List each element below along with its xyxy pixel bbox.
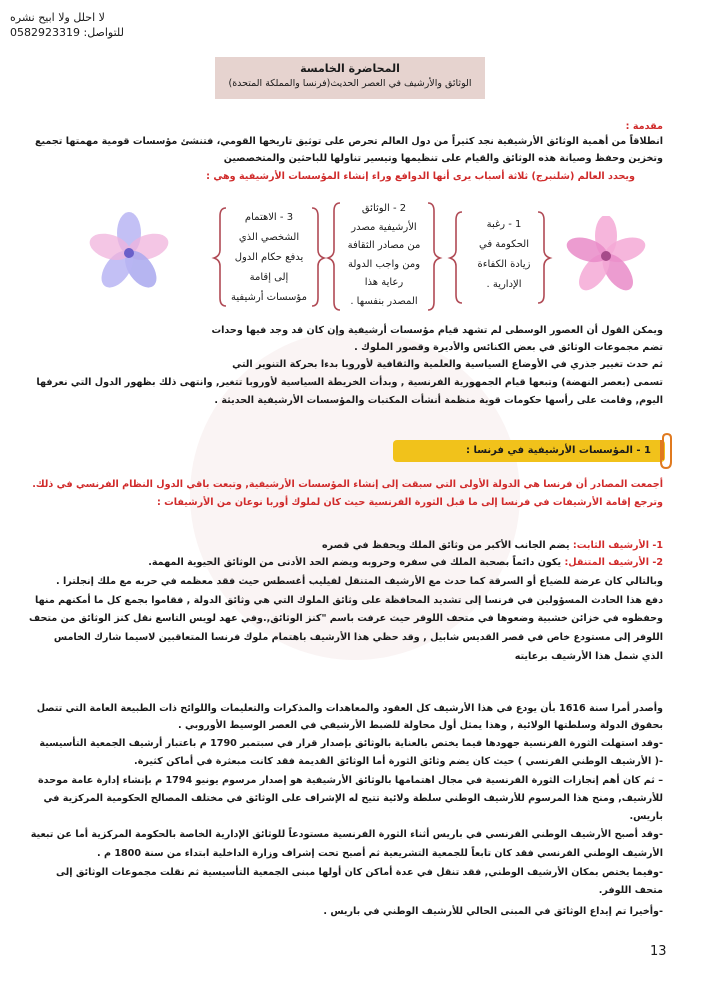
history-line-4: تسمى (بعصر النهضة) وتبعها قيام الجمهورية الفرنسية , وبدأت الخريطة السياسية لأوروبا تتغير, وانتهى ذلك بظهور الدول التي نعرفها: [36, 377, 663, 388]
intro-line-2: وتخزين وحفظ وصيانة هذه الوثائق والقيام على تنظيمها وتيسير تناولها للباحثين والمتخصصين: [223, 153, 663, 164]
reason-1-line: الحكومة في: [479, 239, 529, 250]
paragraph-line: بحقوق الدولة وسلطتها الولائية , وهذا يمثل أول محاولة للضبط الأرشيفي في العصر الوسيط الأوروبي .: [177, 720, 663, 731]
title-box: [215, 57, 485, 99]
page-number: 13: [650, 944, 667, 959]
reason-1-line: 1 - رغبة: [486, 219, 522, 230]
history-line-2: تضم مجموعات الوثائق في بعض الكنائس والأديرة وقصور الملوك .: [354, 342, 663, 353]
reason-2-line: من مصادر الثقافة: [347, 240, 421, 251]
paragraph-line: متحف اللوفر.: [598, 885, 663, 896]
reason-2-line: المصدر بنفسها .: [350, 295, 418, 307]
fixed-archive-label: 1- الأرشيف الثابت:: [572, 540, 663, 551]
blue-flower-image: [88, 212, 170, 294]
reason-2-line: 2 - الوثائق: [361, 203, 407, 214]
intro-heading: مقدمة :: [625, 121, 663, 132]
reason-1: [462, 215, 546, 295]
intro-reasons-line: ويحدد العالم (شلنبرج) ثلاثة أسباب يرى أنها الدوافع وراء إنشاء المؤسسات الأرشيفية وهي :: [206, 171, 635, 182]
pink-flower-image: [566, 216, 646, 296]
paragraph-line: دفع هذا الحادث المسؤولين في فرنسا إلى تشديد المحافظة على وثائق الملوك التي هي وثائق الدولة , فقاموا بجمع كل ما أمكنهم منها: [34, 595, 663, 606]
section-1-title: 1 - المؤسسات الأرشيفية في فرنسا :: [393, 440, 665, 462]
lecture-title: المحاضرة الخامسة: [300, 62, 400, 75]
paragraph-line: وبالتالي كان عرضة للضياع أو السرقة كما حدث مع الأرشيف المتنقل لفيليب أغسطس حيث فقد معظمه في حربه مع ملك إنجلترا .: [56, 576, 663, 587]
reason-3-line: 3 - الاهتمام: [244, 212, 294, 223]
paperclip-icon: [655, 432, 677, 472]
reason-3: [222, 208, 316, 308]
history-line-3: ثم حدث تغيير جذري في الأوضاع السياسية والعلمية والثقافية لأوروبا بدءا بحركة التنوير التي: [232, 359, 663, 370]
paragraph-line: الأرشيف الوطني الفرنسي فقد كان تابعاً للجمعية التشريعية ثم أصبح تحت إشراف وزارة الداخلية ابتداء من سنة 1800 م .: [96, 848, 663, 859]
reason-3-line: مؤسسات أرشيفية: [231, 292, 307, 303]
reason-2-line: الأرشيفية مصدر: [351, 221, 417, 233]
mobile-archive-text: يكون دائماً بصحبة الملك في سفره وحروبه ويضم الحد الأدنى من الوثائق الحيوية المهمة.: [148, 557, 565, 568]
paragraph-line: اللوفر إلى مستودع خاص في قصر القديس شابيل , وقد حظي هذا الأرشيف باهتمام ملوك فرنسا المتعاقبين لاسيما شارك الخامس: [53, 632, 663, 643]
header-note: [10, 10, 150, 40]
intro-line-1: انطلاقاً من أهمية الوثائق الأرشيفية نجد كثيراً من دول العالم تحرص على توثيق تاريخها القومي، فتنشئ مؤسسات قومية مهمتها تجميع: [34, 136, 663, 147]
paragraph-line: -وفيما يختص بمكان الأرشيف الوطني, فقد تنقل في عدة أماكن كان أولها مبنى الجمعية التأسيسية ثم نقلت مجموعات الوثائق إلى: [55, 867, 663, 878]
paragraph-line: -وقد استهلت الثورة الفرنسية جهودها فيما يختص بالعناية بالوثائق بإصدار قرار في سبتمبر 1790 م باعتبار أرشيف الجمعية التأسيسية: [39, 738, 663, 749]
history-line-1: ويمكن القول أن العصور الوسطى لم تشهد قيام مؤسسات أرشيفية وإن كان قد وجد فيها وحدات: [211, 325, 663, 336]
mobile-archive-label: 2- الأرشيف المتنقل:: [564, 557, 663, 568]
france-archives-types-line: وترجع إقامة الأرشيفات في فرنسا إلى ما قبل الثورة الفرنسية حيث كان لملوك أوربا نوعان من الأرشيفات :: [156, 497, 663, 508]
reason-1-line: زيادة الكفاءة: [477, 259, 531, 270]
reason-2: [336, 200, 432, 311]
paragraph-line: – ثم كان أهم إنجازات الثورة الفرنسية في مجال اهتمامها بالوثائق الأرشيفية هو إصدار مرسوم يونيو 1794 م بإنشاء إدارة عامة موحدة: [38, 775, 663, 786]
reason-3-line: الشخصي الذي: [238, 232, 300, 243]
fixed-archive-line: [23, 537, 663, 554]
header-line-1: لا احلل ولا ابيح نشره: [10, 11, 105, 24]
reason-2-line: رعاية هذا: [364, 277, 404, 288]
france-first-line: أجمعت المصادر أن فرنسا هي الدولة الأولى التي سبقت إلى إنشاء المؤسسات الأرشيفية, وتبعت باقي الدول النظام الفرنسي في ذلك.: [32, 479, 663, 490]
reason-3-line: إلى إقامة: [249, 272, 289, 283]
reason-3-line: يدفع حكام الدول: [234, 252, 304, 263]
header-line-2: للتواصل: 0582923319: [10, 26, 124, 39]
paragraph-line: وأصدر أمرا سنة 1616 بأن يودع في هذا الأرشيف كل العقود والمعاهدات والمذكرات والتعليمات واللوائح ذات الطبيعة العامة التي تتصل: [36, 703, 663, 714]
reason-1-line: الإدارية .: [486, 279, 522, 290]
history-line-5: اليوم, وقامت على رأسها حكومات قوية منظمة أنشأت المكتبات والمؤسسات الأرشيفية الحديثة .: [214, 395, 663, 406]
reason-2-line: ومن واجب الدولة: [347, 258, 421, 270]
lecture-subtitle: الوثائق والأرشيف في العصر الحديث(فرنسا والمملكة المتحدة): [228, 78, 472, 89]
paragraph-line: وحفظوه في خزائن خشبية وضعوها في متحف اللوفر حيث عرفت باسم "كنز الوثائق,.وفي عهد لويس التاسع نقل كنز الوثائق من متحف: [29, 613, 663, 624]
fixed-archive-text: يضم الجانب الأكبر من وثائق الملك ويحفظ في قصره: [322, 540, 573, 551]
paragraph-line: -وأخيرا تم إيداع الوثائق في المبنى الحالي للأرشيف الوطني في باريس .: [323, 906, 663, 917]
paragraph-line: للأرشيف, ومنح هذا المرسوم للأرشيف الوطني سلطة ولائية تتيح له الإشراف على الوثائق في مختلف المصالح الحكومية المركزية في: [43, 793, 663, 804]
paragraph-line: الذي شمل هذا الأرشيف برعايته: [514, 651, 663, 662]
mobile-archive-line: [23, 554, 663, 571]
paragraph-line: -وقد أصبح الأرشيف الوطني الفرنسي في باريس أثناء الثورة الفرنسية مستودعاً للوثائق الإدارية الخاصة بالحكومة المركزية أما عن تبعية: [30, 829, 663, 840]
paragraph-line: -( الأرشيف الوطني الفرنسي ) حيث كان يضم وثائق الثورة أما الوثائق القديمة فقد كانت مبعثرة في أماكن كثيرة.: [134, 756, 663, 767]
paragraph-line: باريس.: [629, 811, 663, 822]
